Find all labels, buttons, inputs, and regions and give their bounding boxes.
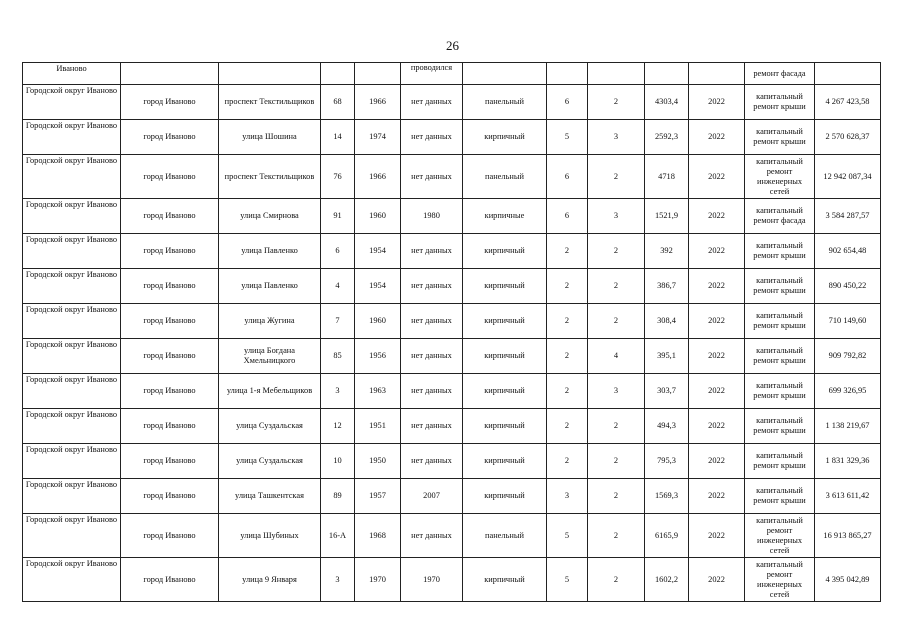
cell-area: 308,4	[645, 304, 689, 339]
cell-house: 6	[321, 234, 355, 269]
cell-street: улица Шошина	[219, 120, 321, 155]
cell-wall-material: кирпичный	[463, 304, 547, 339]
cell-floors: 6	[547, 155, 588, 199]
cell-house: 85	[321, 339, 355, 374]
cell-plan-year: 2022	[689, 199, 745, 234]
cell-wall-material: кирпичный	[463, 374, 547, 409]
cell-year-built: 1951	[355, 409, 401, 444]
cell-entrances: 2	[588, 269, 645, 304]
cell-street: улица Суздальская	[219, 409, 321, 444]
cell-plan-year: 2022	[689, 409, 745, 444]
cell-house: 10	[321, 444, 355, 479]
cell-municipality: Городской округ Иваново	[23, 199, 121, 234]
cell-year-overhaul: нет данных	[401, 85, 463, 120]
cell-year-overhaul: проводился	[401, 63, 463, 85]
cell-floors: 2	[547, 269, 588, 304]
cell-floors: 2	[547, 444, 588, 479]
cell-street: улица 1-я Мебельщиков	[219, 374, 321, 409]
cell-cost: 1 831 329,36	[815, 444, 881, 479]
cell-wall-material: панельный	[463, 155, 547, 199]
cell-city: город Иваново	[121, 120, 219, 155]
cell-cost: 16 913 865,27	[815, 514, 881, 558]
cell-entrances: 2	[588, 304, 645, 339]
cell-floors: 5	[547, 558, 588, 602]
cell-year-built: 1954	[355, 269, 401, 304]
cell-house: 4	[321, 269, 355, 304]
cell-year-built: 1960	[355, 304, 401, 339]
cell-house: 3	[321, 374, 355, 409]
cell-cost: 4 395 042,89	[815, 558, 881, 602]
cell-cost: 1 138 219,67	[815, 409, 881, 444]
cell-city: город Иваново	[121, 514, 219, 558]
cell-work-type: капитальный ремонт крыши	[745, 409, 815, 444]
table-row	[23, 339, 881, 374]
cell-year-built: 1957	[355, 479, 401, 514]
cell-floors: 5	[547, 514, 588, 558]
cell-cost: 4 267 423,58	[815, 85, 881, 120]
cell-wall-material: кирпичный	[463, 339, 547, 374]
cell-entrances: 2	[588, 234, 645, 269]
cell-year-overhaul: 1970	[401, 558, 463, 602]
cell-area: 386,7	[645, 269, 689, 304]
cell-work-type: капитальный ремонт инженерных сетей	[745, 155, 815, 199]
cell-municipality: Городской округ Иваново	[23, 339, 121, 374]
cell-year-built: 1974	[355, 120, 401, 155]
cell-work-type: капитальный ремонт крыши	[745, 339, 815, 374]
cell-area: 4303,4	[645, 85, 689, 120]
cell-plan-year	[689, 63, 745, 85]
cell-house: 14	[321, 120, 355, 155]
cell-municipality: Городской округ Иваново	[23, 269, 121, 304]
cell-year-overhaul: нет данных	[401, 514, 463, 558]
cell-cost: 3 613 611,42	[815, 479, 881, 514]
cell-municipality: Городской округ Иваново	[23, 234, 121, 269]
cell-city: город Иваново	[121, 558, 219, 602]
table-row	[23, 199, 881, 234]
cell-plan-year: 2022	[689, 374, 745, 409]
cell-year-built: 1954	[355, 234, 401, 269]
cell-street: улица Шубиных	[219, 514, 321, 558]
cell-year-built: 1970	[355, 558, 401, 602]
cell-city: город Иваново	[121, 199, 219, 234]
cell-floors: 2	[547, 304, 588, 339]
table-row	[23, 374, 881, 409]
page-number: 26	[446, 38, 459, 53]
cell-year-built	[355, 63, 401, 85]
table-row	[23, 269, 881, 304]
cell-entrances	[588, 63, 645, 85]
cell-cost: 2 570 628,37	[815, 120, 881, 155]
cell-municipality: Городской округ Иваново	[23, 85, 121, 120]
table-row	[23, 304, 881, 339]
cell-plan-year: 2022	[689, 339, 745, 374]
cell-floors: 6	[547, 85, 588, 120]
table-row	[23, 85, 881, 120]
cell-city: город Иваново	[121, 234, 219, 269]
cell-plan-year: 2022	[689, 155, 745, 199]
cell-street	[219, 63, 321, 85]
table-row	[23, 444, 881, 479]
cell-plan-year: 2022	[689, 120, 745, 155]
cell-year-overhaul: 2007	[401, 479, 463, 514]
cell-work-type: капитальный ремонт крыши	[745, 269, 815, 304]
cell-wall-material: панельный	[463, 85, 547, 120]
cell-municipality: Городской округ Иваново	[23, 120, 121, 155]
cell-work-type: капитальный ремонт крыши	[745, 444, 815, 479]
cell-area	[645, 63, 689, 85]
cell-street: улица Суздальская	[219, 444, 321, 479]
cell-street: улица Смирнова	[219, 199, 321, 234]
cell-cost: 12 942 087,34	[815, 155, 881, 199]
cell-house: 89	[321, 479, 355, 514]
cell-street: улица Богдана Хмельницкого	[219, 339, 321, 374]
cell-municipality: Городской округ Иваново	[23, 558, 121, 602]
cell-house	[321, 63, 355, 85]
cell-municipality: Городской округ Иваново	[23, 514, 121, 558]
cell-municipality: Городской округ Иваново	[23, 155, 121, 199]
cell-cost: 699 326,95	[815, 374, 881, 409]
cell-house: 76	[321, 155, 355, 199]
cell-year-overhaul: нет данных	[401, 409, 463, 444]
cell-floors: 3	[547, 479, 588, 514]
cell-year-overhaul: нет данных	[401, 444, 463, 479]
buildings-table	[22, 62, 881, 602]
cell-city	[121, 63, 219, 85]
cell-municipality: Городской округ Иваново	[23, 304, 121, 339]
cell-entrances: 2	[588, 514, 645, 558]
cell-entrances: 3	[588, 120, 645, 155]
cell-wall-material: кирпичный	[463, 558, 547, 602]
cell-entrances: 3	[588, 199, 645, 234]
cell-work-type: ремонт фасада	[745, 63, 815, 85]
cell-year-overhaul: нет данных	[401, 374, 463, 409]
cell-house: 12	[321, 409, 355, 444]
cell-wall-material: кирпичный	[463, 409, 547, 444]
cell-entrances: 2	[588, 479, 645, 514]
cell-municipality: Городской округ Иваново	[23, 479, 121, 514]
cell-work-type: капитальный ремонт крыши	[745, 479, 815, 514]
cell-work-type: капитальный ремонт крыши	[745, 374, 815, 409]
cell-municipality: Городской округ Иваново	[23, 444, 121, 479]
cell-work-type: капитальный ремонт инженерных сетей	[745, 558, 815, 602]
cell-year-overhaul: нет данных	[401, 234, 463, 269]
cell-floors	[547, 63, 588, 85]
cell-work-type: капитальный ремонт фасада	[745, 199, 815, 234]
cell-house: 16-А	[321, 514, 355, 558]
cell-work-type: капитальный ремонт крыши	[745, 234, 815, 269]
cell-city: город Иваново	[121, 304, 219, 339]
cell-year-overhaul: 1980	[401, 199, 463, 234]
cell-wall-material: кирпичный	[463, 269, 547, 304]
cell-city: город Иваново	[121, 479, 219, 514]
cell-year-overhaul: нет данных	[401, 155, 463, 199]
cell-work-type: капитальный ремонт инженерных сетей	[745, 514, 815, 558]
cell-entrances: 2	[588, 85, 645, 120]
cell-city: город Иваново	[121, 409, 219, 444]
cell-wall-material	[463, 63, 547, 85]
cell-street: улица Павленко	[219, 234, 321, 269]
cell-entrances: 3	[588, 374, 645, 409]
cell-area: 6165,9	[645, 514, 689, 558]
cell-city: город Иваново	[121, 374, 219, 409]
cell-plan-year: 2022	[689, 304, 745, 339]
cell-street: улица 9 Января	[219, 558, 321, 602]
cell-area: 1521,9	[645, 199, 689, 234]
cell-house: 91	[321, 199, 355, 234]
cell-floors: 6	[547, 199, 588, 234]
cell-wall-material: кирпичный	[463, 120, 547, 155]
cell-floors: 2	[547, 409, 588, 444]
cell-street: проспект Текстильщиков	[219, 155, 321, 199]
cell-floors: 2	[547, 234, 588, 269]
cell-cost: 710 149,60	[815, 304, 881, 339]
cell-area: 392	[645, 234, 689, 269]
cell-year-overhaul: нет данных	[401, 339, 463, 374]
cell-wall-material: кирпичный	[463, 479, 547, 514]
cell-plan-year: 2022	[689, 85, 745, 120]
cell-city: город Иваново	[121, 155, 219, 199]
table-row	[23, 155, 881, 199]
cell-city: город Иваново	[121, 85, 219, 120]
cell-year-built: 1968	[355, 514, 401, 558]
cell-house: 3	[321, 558, 355, 602]
cell-city: город Иваново	[121, 269, 219, 304]
cell-city: город Иваново	[121, 444, 219, 479]
cell-wall-material: кирпичный	[463, 234, 547, 269]
cell-area: 494,3	[645, 409, 689, 444]
table-row	[23, 479, 881, 514]
cell-plan-year: 2022	[689, 234, 745, 269]
cell-year-overhaul: нет данных	[401, 120, 463, 155]
table-row	[23, 120, 881, 155]
cell-year-built: 1963	[355, 374, 401, 409]
cell-cost: 3 584 287,57	[815, 199, 881, 234]
cell-area: 4718	[645, 155, 689, 199]
cell-plan-year: 2022	[689, 269, 745, 304]
table-row	[23, 514, 881, 558]
cell-area: 2592,3	[645, 120, 689, 155]
cell-floors: 2	[547, 374, 588, 409]
cell-plan-year: 2022	[689, 479, 745, 514]
cell-year-built: 1956	[355, 339, 401, 374]
cell-floors: 5	[547, 120, 588, 155]
cell-year-built: 1966	[355, 85, 401, 120]
cell-plan-year: 2022	[689, 444, 745, 479]
cell-area: 395,1	[645, 339, 689, 374]
cell-house: 7	[321, 304, 355, 339]
table-row	[23, 409, 881, 444]
cell-area: 1569,3	[645, 479, 689, 514]
cell-municipality: Иваново	[23, 63, 121, 85]
cell-year-built: 1950	[355, 444, 401, 479]
cell-entrances: 2	[588, 155, 645, 199]
cell-city: город Иваново	[121, 339, 219, 374]
cell-wall-material: кирпичные	[463, 199, 547, 234]
cell-street: улица Ташкентская	[219, 479, 321, 514]
cell-plan-year: 2022	[689, 558, 745, 602]
cell-work-type: капитальный ремонт крыши	[745, 120, 815, 155]
cell-street: улица Павленко	[219, 269, 321, 304]
table-row	[23, 558, 881, 602]
cell-plan-year: 2022	[689, 514, 745, 558]
cell-cost: 909 792,82	[815, 339, 881, 374]
cell-house: 68	[321, 85, 355, 120]
table-row	[23, 63, 881, 85]
cell-entrances: 2	[588, 409, 645, 444]
cell-area: 303,7	[645, 374, 689, 409]
cell-municipality: Городской округ Иваново	[23, 374, 121, 409]
cell-wall-material: кирпичный	[463, 444, 547, 479]
cell-year-built: 1966	[355, 155, 401, 199]
cell-street: проспект Текстильщиков	[219, 85, 321, 120]
cell-entrances: 2	[588, 444, 645, 479]
cell-year-overhaul: нет данных	[401, 304, 463, 339]
cell-entrances: 4	[588, 339, 645, 374]
cell-cost	[815, 63, 881, 85]
cell-area: 795,3	[645, 444, 689, 479]
cell-year-built: 1960	[355, 199, 401, 234]
cell-floors: 2	[547, 339, 588, 374]
cell-area: 1602,2	[645, 558, 689, 602]
table-row	[23, 234, 881, 269]
cell-entrances: 2	[588, 558, 645, 602]
cell-municipality: Городской округ Иваново	[23, 409, 121, 444]
cell-work-type: капитальный ремонт крыши	[745, 85, 815, 120]
cell-wall-material: панельный	[463, 514, 547, 558]
cell-year-overhaul: нет данных	[401, 269, 463, 304]
cell-work-type: капитальный ремонт крыши	[745, 304, 815, 339]
cell-cost: 902 654,48	[815, 234, 881, 269]
cell-street: улица Жугина	[219, 304, 321, 339]
cell-cost: 890 450,22	[815, 269, 881, 304]
